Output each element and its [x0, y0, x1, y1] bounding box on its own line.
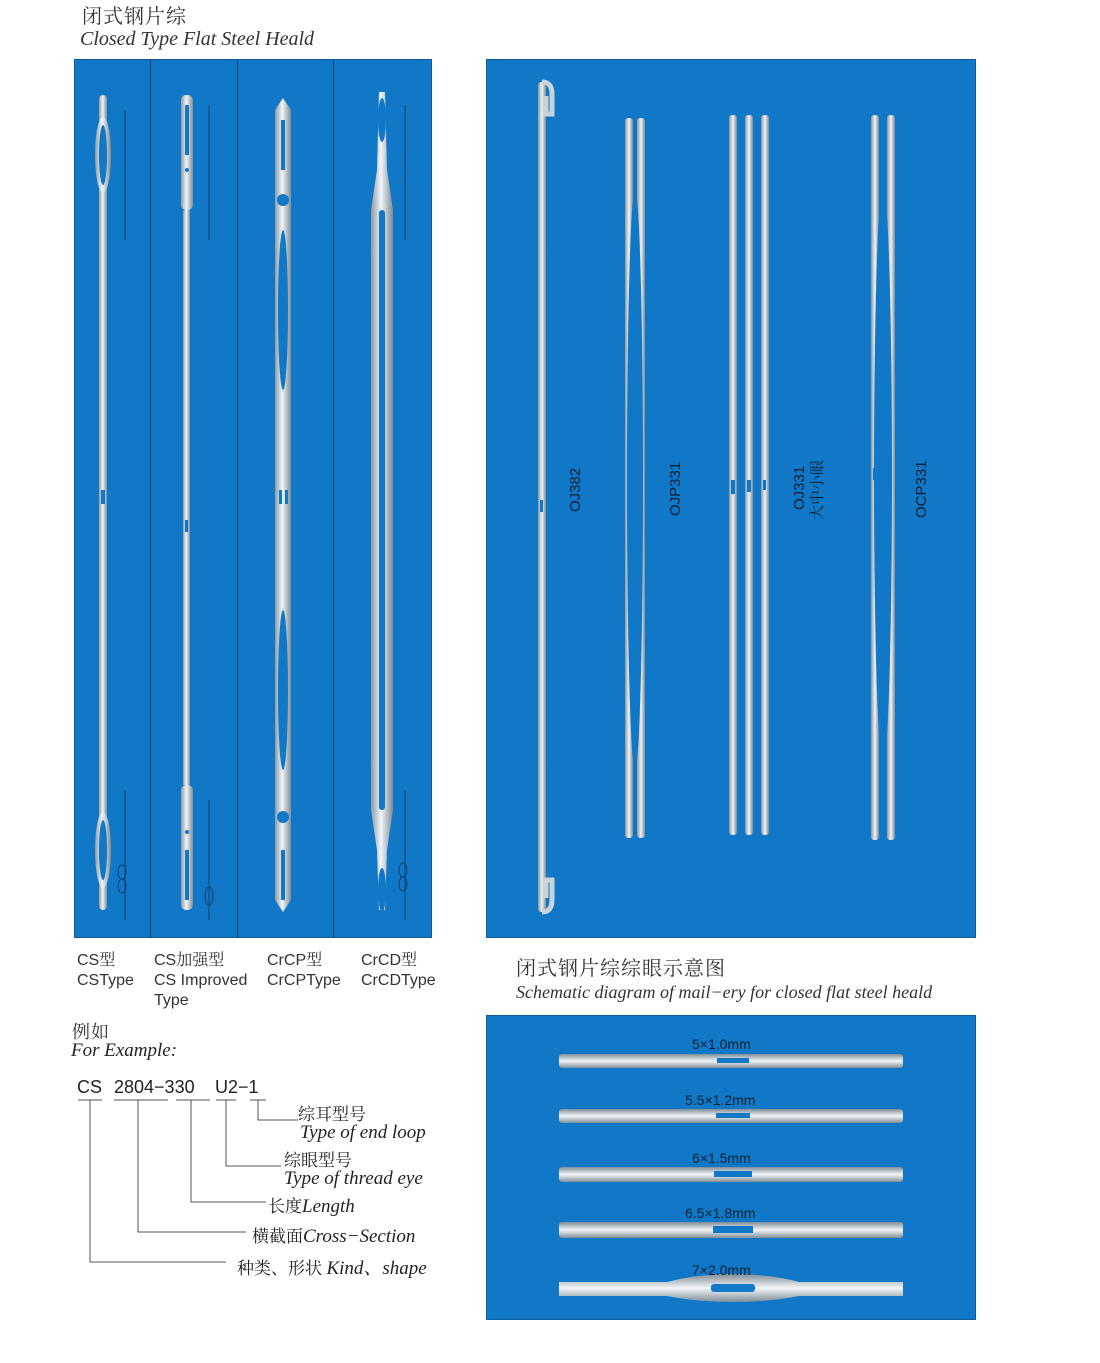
- heald-type-cn: CS型: [77, 952, 116, 969]
- eye-shape-4: [559, 1222, 903, 1238]
- oj331-heald: [729, 115, 769, 835]
- example-title-cn: 例如: [72, 1022, 110, 1043]
- panel-divider: [333, 60, 334, 937]
- legend-length: [268, 1192, 355, 1218]
- right-heald-panel: [486, 59, 976, 938]
- panel-divider: [150, 60, 151, 937]
- heald-type-cn: CrCP型: [267, 952, 323, 969]
- label-oj382: OJ382: [567, 467, 584, 512]
- eye-size-label: 5.5×1.2mm: [685, 1092, 756, 1108]
- cs-heald: [95, 95, 126, 920]
- ocp331-heald: [871, 115, 895, 840]
- crcp-heald: [275, 98, 291, 912]
- eye-shape-2: [559, 1109, 903, 1123]
- heald-type-en-line2: Type: [154, 992, 189, 1009]
- left-heald-panel: [74, 59, 432, 938]
- eye-diagram-panel: [486, 1015, 976, 1320]
- heald-type-cn: CS加强型: [154, 952, 225, 969]
- heald-drawings-right: [487, 60, 975, 937]
- eye-shape-1: [559, 1054, 903, 1068]
- heald-type-en: CS Improved: [154, 972, 248, 989]
- eye-size-label: 5×1.0mm: [692, 1036, 751, 1052]
- code-part-kind: CS: [77, 1077, 103, 1097]
- label-oj331-eyes: 大中小眼: [809, 459, 826, 520]
- label-ojp331: OJP331: [667, 461, 684, 516]
- legend-cn: 综眼型号: [284, 1151, 352, 1171]
- heald-type-en: CrCDType: [361, 972, 436, 989]
- label-oj331: OJ331: [791, 465, 808, 510]
- legend-cn: 综耳型号: [298, 1105, 366, 1125]
- legend-cn: 横截面: [252, 1227, 303, 1247]
- left-title-cn: 闭式钢片综: [82, 4, 187, 28]
- right-title-en: Schematic diagram of mail−ery for closed flat steel heald: [516, 982, 933, 1002]
- left-title-en: Closed Type Flat Steel Heald: [80, 28, 315, 50]
- heald-type-crcp: [267, 951, 341, 991]
- legend-en: Type of end loop: [300, 1122, 426, 1143]
- legend-cross-section: [252, 1222, 415, 1248]
- label-ocp331: OCP331: [913, 460, 930, 518]
- code-part-type: U2−1: [215, 1077, 259, 1097]
- eye-size-label: 6×1.5mm: [692, 1150, 751, 1166]
- eye-size-label: 7×2.0mm: [692, 1262, 751, 1278]
- example-title-en: For Example:: [71, 1040, 178, 1061]
- legend-en: Cross−Section: [303, 1226, 416, 1247]
- heald-type-cs: [77, 951, 134, 991]
- heald-drawings-left: [75, 60, 431, 937]
- heald-type-cn: CrCD型: [361, 952, 417, 969]
- heald-type-cs-improved: [154, 951, 247, 1011]
- legend-thread-eye: [284, 1146, 423, 1190]
- eye-shape-5: [559, 1274, 903, 1302]
- panel-divider: [237, 60, 238, 937]
- cs-improved-heald: [181, 95, 213, 920]
- code-part-size: 2804−330: [114, 1077, 195, 1097]
- legend-kind-shape: [237, 1253, 427, 1280]
- eye-size-label: 6.5×1.8mm: [685, 1205, 756, 1221]
- legend-end-loop: [298, 1100, 426, 1144]
- legend-cn: 长度: [268, 1197, 302, 1217]
- heald-type-crcd: [361, 951, 436, 991]
- oj382-heald: [538, 82, 552, 912]
- legend-en: Length: [302, 1196, 355, 1217]
- ojp331-heald: [625, 118, 645, 838]
- eye-shape-3: [559, 1167, 903, 1182]
- legend-cn: 种类、形状: [237, 1259, 322, 1279]
- heald-type-en: CSType: [77, 972, 134, 989]
- right-title-cn: 闭式钢片综综眼示意图: [516, 956, 726, 980]
- crcd-heald: [371, 92, 407, 920]
- heald-type-en: CrCPType: [267, 972, 341, 989]
- legend-en: Kind、shape: [326, 1258, 427, 1279]
- legend-en: Type of thread eye: [284, 1168, 423, 1189]
